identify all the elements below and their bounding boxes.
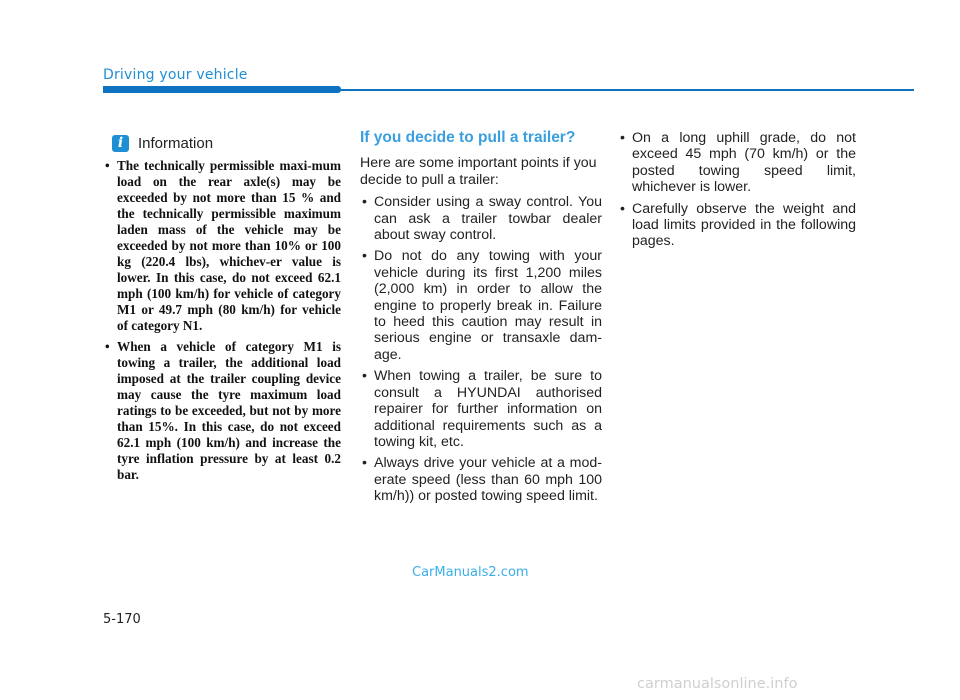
list-item: • When towing a trailer, be sure to consult a HYUNDAI authorised repairer for further information on additional requirements such as a towing kit, etc. [360,368,602,450]
header-rule [341,89,914,91]
list-item: • Always drive your vehicle at a mod-erate speed (less than 60 mph 100 km/h)) or posted towing speed limit. [360,455,602,504]
continued-column [618,130,856,255]
page-number: 5-170 [103,612,141,627]
list-item: • Do not do any towing with your vehicle during its first 1,200 miles (2,000 km) in order to allow the engine to properly break in. Failure to heed this caution may result in serious engine or transaxle dam-age. [360,248,602,363]
list-item: • When a vehicle of category M1 is towing a trailer, the additional load imposed at the trailer coupling device may cause the tyre maximum load ratings to be exceeded, but not by more than 15%. In this case, do not exceed 62.1 mph (100 km/h) and increase the tyre inflation pressure by at least 0.2 bar. [103,339,341,483]
watermark-link[interactable]: CarManuals2.com [412,565,529,580]
information-header [103,132,341,154]
information-title: Information [138,134,214,152]
footer-watermark: carmanualsonline.info [637,676,798,692]
list-item: • Carefully observe the weight and load limits provided in the following pages. [618,201,856,250]
information-list [103,158,341,483]
list-item: • Consider using a sway control. You can ask a trailer towbar dealer about sway control. [360,194,602,243]
header-bar [103,86,341,93]
information-column [103,132,341,488]
continued-tips-list [618,130,856,250]
trailer-column [360,130,602,510]
list-item: • On a long uphill grade, do not exceed 45 mph (70 km/h) or the posted towing speed limit, whichever is lower. [618,130,856,196]
intro-paragraph: Here are some important points if you decide to pull a trailer: [360,155,597,188]
section-heading: If you decide to pull a trailer? [360,129,576,146]
list-item: • The technically permissible maxi-mum load on the rear axle(s) may be exceeded by not more than 15 % and the technically permissible maximum laden mass of the vehicle may be exceeded by not more than 10% or 100 kg (220.4 lbs), whichev-er value is lower. In this case, do not exceed 62.1 mph (100 km/h) for vehicle of category M1 or 49.7 mph (80 km/h) for vehicle of category N1. [103,158,341,334]
section-title: Driving your vehicle [103,67,248,83]
trailer-tips-list [360,194,602,504]
info-icon: i [112,135,129,152]
